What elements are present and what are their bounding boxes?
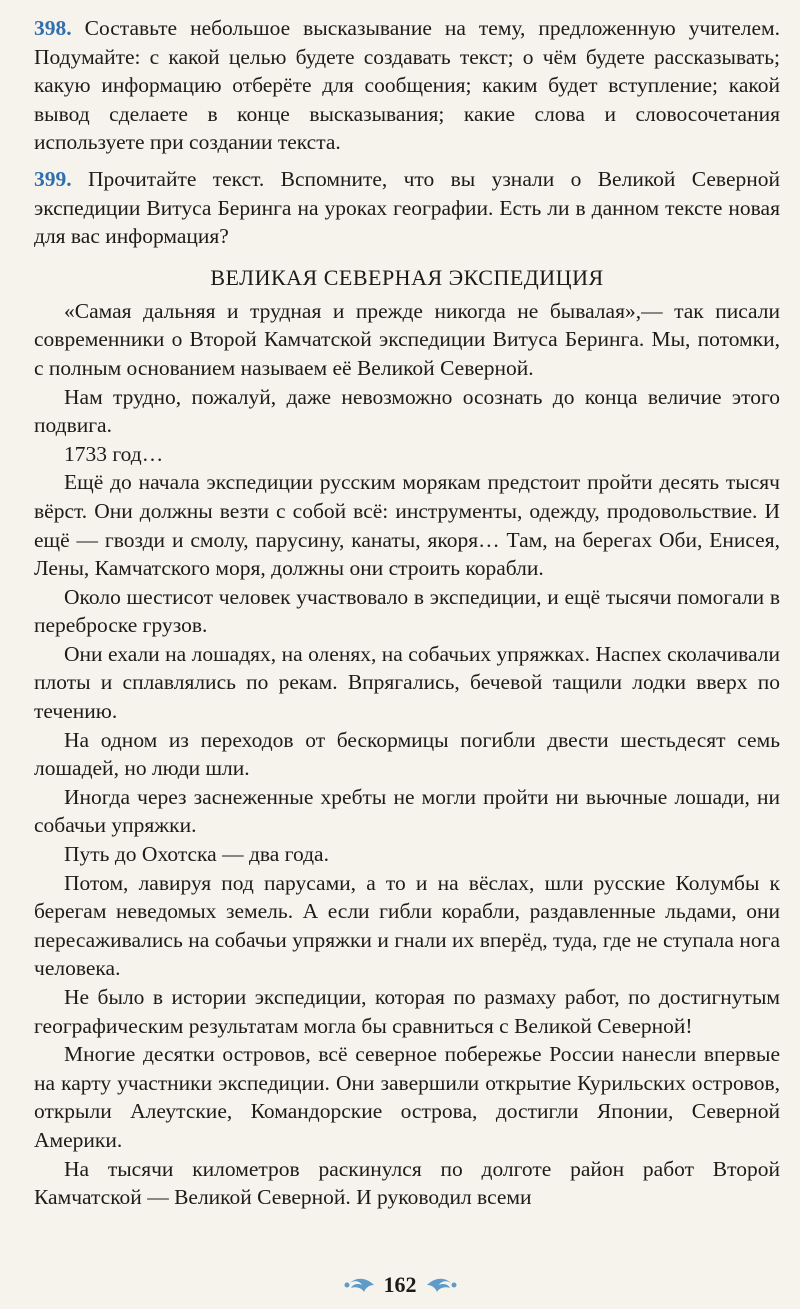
article-paragraph: Они ехали на лошадях, на оленях, на собачьих упряжках. Наспех сколачивали плоты и сплавлялись по рекам. Впрягались, бечевой тащили лодки вверх по течению. — [34, 641, 780, 724]
article-paragraph: На тысячи километров раскинулся по долготе район работ Второй Камчатской — Великой Северной. И руководил всеми — [34, 1156, 780, 1210]
article-paragraph: Многие десятки островов, всё северное побережье России нанесли впервые на карту участники экспедиции. Они завершили открытие Курильских островов, открыли Алеутские, Командорские острова, достигли Японии, Северной Америки. — [34, 1042, 780, 1152]
exercise-399 — [34, 165, 780, 251]
article-paragraph: Ещё до начала экспедиции русским морякам предстоит пройти десять тысяч вёрст. Они должны везти с собой всё: инструменты, одежду, продовольствие. И ещё — гвозди и смолу, парусину, канаты, якоря… Там, на берегах Оби, Енисея, Лены, Камчатского моря, должны они строить корабли. — [34, 470, 780, 581]
article-paragraph: Не было в истории экспедиции, которая по размаху работ, по достигнутым географическим результатам могла бы сравниться с Великой Северной! — [34, 985, 780, 1038]
article-paragraph: 1733 год… — [64, 441, 164, 466]
right-ornament-icon — [425, 1274, 459, 1296]
article-paragraph: Иногда через заснеженные хребты не могли пройти ни вьючные лошади, ни собачьи упряжки. — [34, 784, 780, 838]
article-paragraph: Нам трудно, пожалуй, даже невозможно осознать до конца величие этого подвига. — [34, 384, 780, 438]
article-paragraph: Около шестисот человек участвовало в экспедиции, и ещё тысячи помогали в переброске грузов. — [34, 584, 780, 638]
exercise-text: Составьте небольшое высказывание на тему, предложенную учителем. Подумайте: с какой целью будете создавать текст; о чём будете рассказывать; какую информацию отберёте для сообщения; каким будет вступление; какой вывод сделаете в конце высказывания; какие слова и словосочетания используете при создании текста. — [34, 16, 780, 155]
article-paragraph: На одном из переходов от бескормицы погибли двести шестьдесят семь лошадей, но люди шли. — [34, 727, 780, 781]
page-number: 162 — [383, 1272, 417, 1297]
article-title: ВЕЛИКАЯ СЕВЕРНАЯ ЭКСПЕДИЦИЯ — [210, 264, 604, 290]
exercise-number: 399. — [34, 166, 72, 191]
page-footer — [0, 1270, 800, 1300]
textbook-page — [34, 14, 780, 1212]
article-paragraph: Потом, лавируя под парусами, а то и на вёслах, шли русские Колумбы к берегам неведомых земель. А если гибли корабли, раздавленные льдами, они пересаживались на собачьи упряжки и гнали их вперёд, туда, где не ступала нога человека. — [34, 870, 780, 981]
exercise-398 — [34, 14, 780, 157]
exercise-text: Прочитайте текст. Вспомните, что вы узнали о Великой Северной экспедиции Витуса Беринга на уроках географии. Есть ли в данном тексте новая для вас информация? — [34, 166, 780, 249]
article-paragraph: «Самая дальняя и трудная и прежде никогда не бывалая»,— так писали современники о Второй Камчатской экспедиции Витуса Беринга. Мы, потомки, с полным основанием называем её Великой Северной. — [34, 298, 780, 380]
exercise-number: 398. — [34, 16, 72, 40]
left-ornament-icon — [342, 1274, 376, 1296]
article-paragraph: Путь до Охотска — два года. — [64, 842, 329, 867]
